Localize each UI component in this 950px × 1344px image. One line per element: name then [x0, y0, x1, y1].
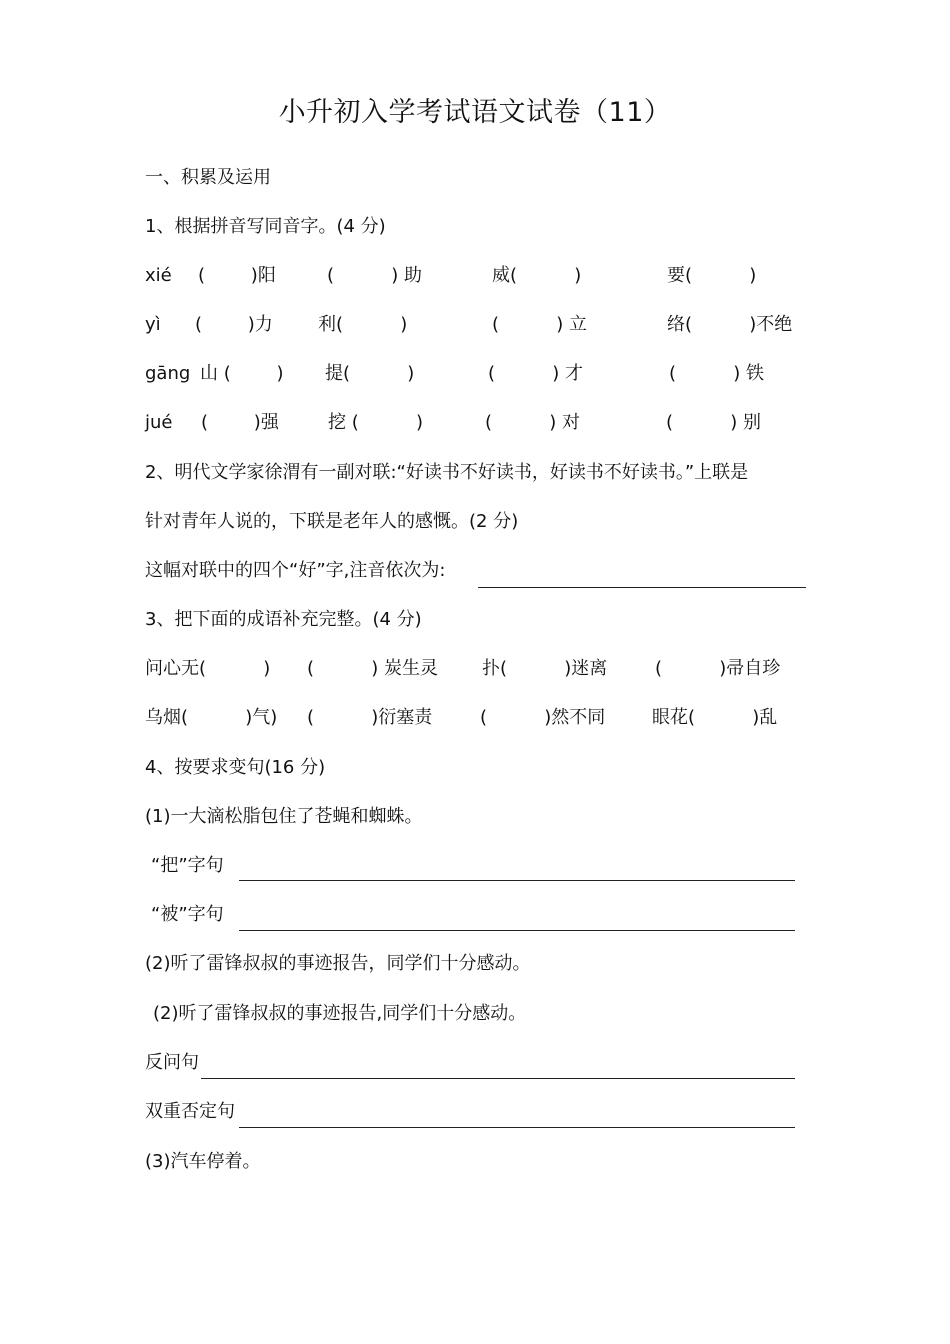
pinyin-row [145, 264, 825, 288]
idiom-item: ( )然不同 [480, 707, 606, 728]
question-1-heading: 1、根据拼音写同音字。(4 分) [145, 216, 386, 237]
answer-line[interactable] [201, 1078, 795, 1079]
fill-item: ( ) 对 [485, 412, 580, 433]
question-2-text: 2、明代文学家徐渭有一副对联:“好读书不好读书，好读书不好读书。”上联是 [145, 462, 749, 483]
answer-line[interactable] [239, 1127, 795, 1128]
fill-item: ( )强 [201, 412, 279, 433]
fill-item: ( ) 铁 [669, 363, 764, 384]
pinyin: xié [145, 265, 172, 286]
answer-line[interactable] [478, 587, 806, 588]
ba-sentence-label: “把”字句 [151, 855, 224, 876]
sentence-2-repeat: (2)听了雷锋叔叔的事迹报告,同学们十分感动。 [153, 1003, 527, 1024]
rhetorical-question-label: 反问句 [145, 1052, 199, 1073]
pinyin-row [145, 411, 825, 435]
fill-item: ( ) 助 [327, 265, 422, 286]
pinyin: yì [145, 314, 161, 335]
fill-item: 挖 ( ) [328, 412, 423, 433]
section-heading: 一、积累及运用 [145, 167, 271, 188]
idiom-row [145, 706, 825, 730]
question-4-heading: 4、按要求变句(16 分) [145, 757, 326, 778]
pinyin-row [145, 362, 825, 386]
answer-line[interactable] [239, 930, 795, 931]
question-2-prompt: 这幅对联中的四个“好”字,注音依次为: [145, 560, 446, 581]
fill-item: 山 ( ) [200, 363, 284, 384]
sentence-1: (1)一大滴松脂包住了苍蝇和蜘蛛。 [145, 806, 423, 827]
sentence-3: (3)汽车停着。 [145, 1151, 261, 1172]
idiom-item: 扑( )迷离 [482, 658, 608, 679]
fill-item: ( )阳 [198, 265, 276, 286]
fill-item: 威( ) [492, 265, 582, 286]
question-3-heading: 3、把下面的成语补充完整。(4 分) [145, 609, 422, 630]
fill-item: ( ) 才 [488, 363, 583, 384]
bei-sentence-label: “被”字句 [151, 904, 224, 925]
fill-item: 提( ) [325, 363, 415, 384]
idiom-item: ( )衍塞责 [307, 707, 433, 728]
sentence-2: (2)听了雷锋叔叔的事迹报告，同学们十分感动。 [145, 953, 531, 974]
pinyin: jué [145, 412, 173, 433]
idiom-item: ( )帚自珍 [655, 658, 781, 679]
fill-item: ( )力 [195, 314, 273, 335]
fill-item: ( ) 立 [492, 314, 587, 335]
idiom-item: 问心无( ) [145, 658, 271, 679]
answer-line[interactable] [239, 880, 795, 881]
idiom-row [145, 657, 825, 681]
fill-item: ( ) 别 [666, 412, 761, 433]
page-title: 小升初入学考试语文试卷（11） [278, 97, 672, 128]
fill-item: 要( ) [667, 265, 757, 286]
idiom-item: ( ) 炭生灵 [307, 658, 438, 679]
double-negative-label: 双重否定句 [145, 1101, 235, 1122]
pinyin-row [145, 313, 825, 337]
idiom-item: 眼花( )乱 [652, 707, 778, 728]
pinyin: gāng [145, 363, 191, 384]
question-2-text: 针对青年人说的，下联是老年人的感慨。(2 分) [145, 511, 519, 532]
fill-item: 利( ) [318, 314, 408, 335]
idiom-item: 乌烟( )气) [145, 707, 278, 728]
fill-item: 络( )不绝 [667, 314, 793, 335]
